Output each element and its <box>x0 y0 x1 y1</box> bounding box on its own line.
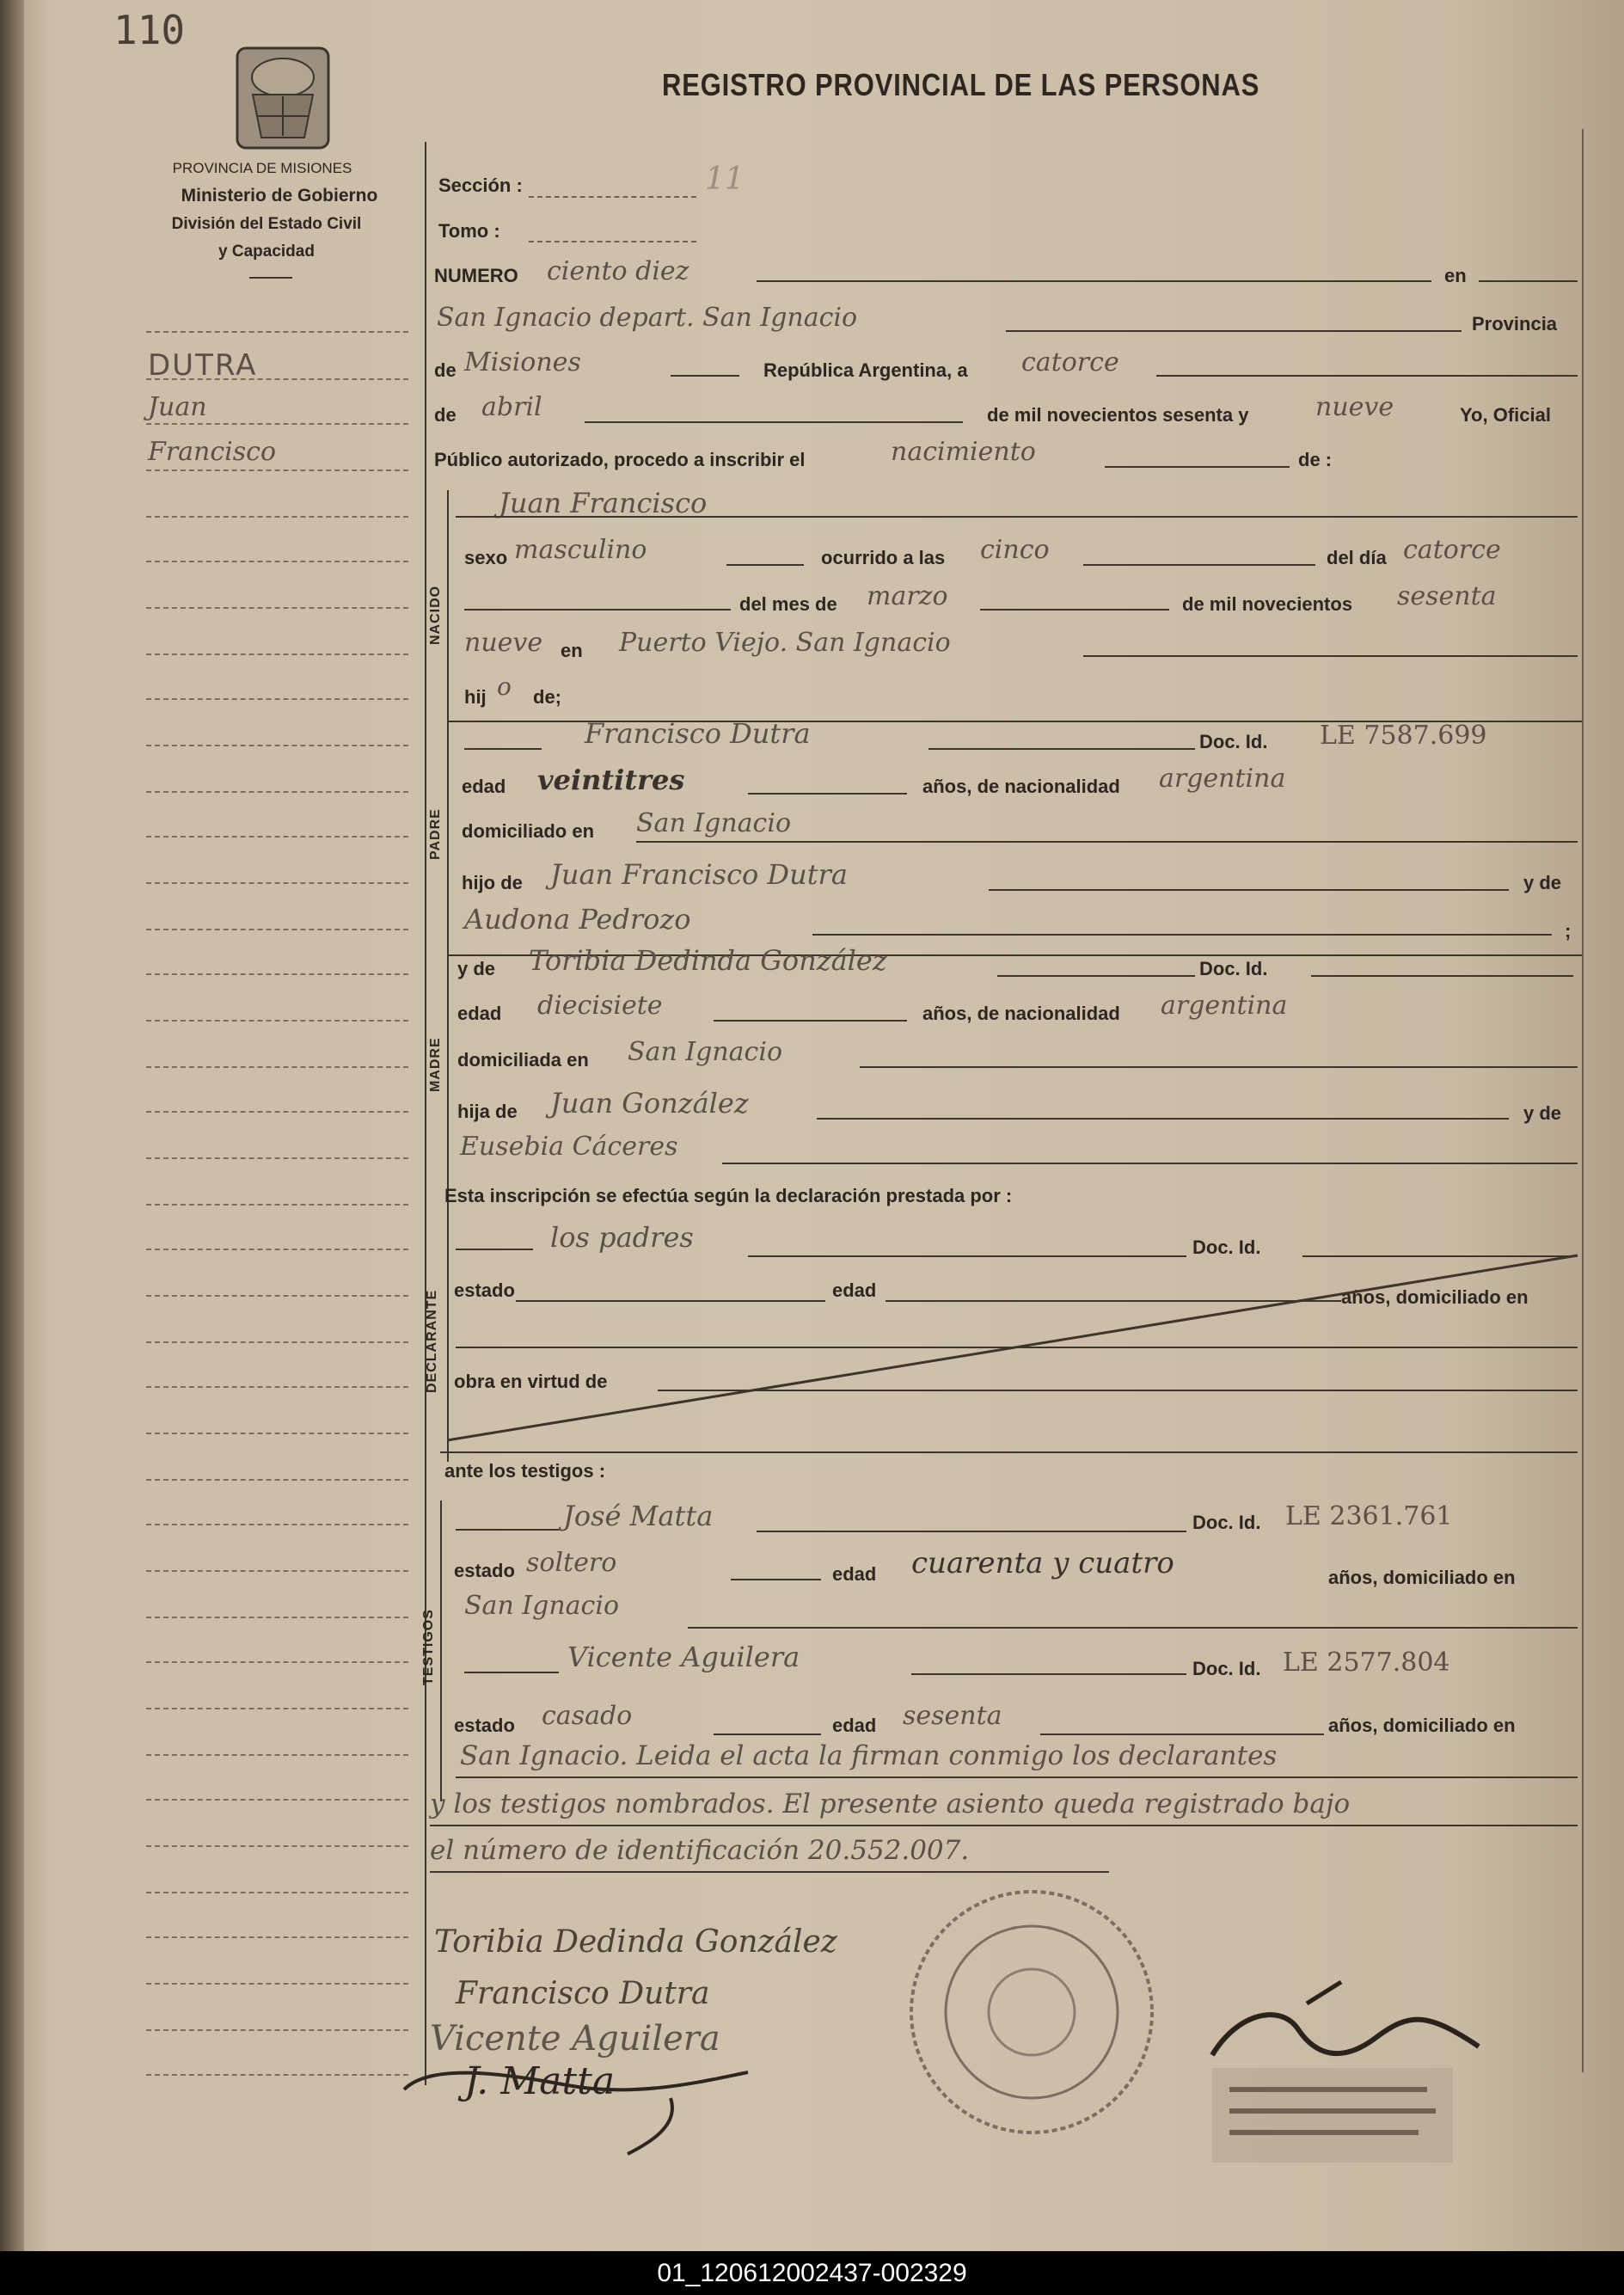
header-divider <box>249 277 292 279</box>
testigo1-edad-label: edad <box>832 1563 877 1585</box>
madre-dom-label: domiciliada en <box>457 1049 589 1071</box>
division-label: División del Estado Civil <box>171 215 362 233</box>
padre-doc-value: LE 7587.699 <box>1320 721 1487 751</box>
margin-name1: Juan <box>148 392 207 422</box>
inscripcion-label: Esta inscripción se efectúa según la declaración prestada por : <box>444 1185 1013 1206</box>
mes-value: abril <box>481 392 542 422</box>
padre-madre-value: Audona Pedrozo <box>464 903 691 936</box>
de-label: de <box>434 359 457 381</box>
madre-dom-value: San Ignacio <box>628 1037 783 1067</box>
madre-nac-value: argentina <box>1161 991 1288 1021</box>
testigo1-estado-value: soltero <box>526 1548 617 1578</box>
padre-hijo-label: hijo de <box>462 872 523 893</box>
mes-nac-value: marzo <box>867 581 948 611</box>
testigo1-anios-label: años, domiciliado en <box>1328 1567 1516 1588</box>
declarante-estado-label: estado <box>454 1279 515 1301</box>
lugar-value: San Ignacio depart. San Ignacio <box>437 303 858 333</box>
padre-edad-label: edad <box>462 776 506 797</box>
signature-padre: Francisco Dutra <box>456 1976 710 2011</box>
declarante-side-label: DECLARANTE <box>425 1289 439 1393</box>
declarante-anios-label: años, domiciliado en <box>1341 1286 1529 1308</box>
padre-hijo-value: Juan Francisco Dutra <box>550 858 848 891</box>
testigo1-edad-value: cuarenta y cuatro <box>911 1546 1174 1580</box>
obra-label: obra en virtud de <box>454 1371 608 1392</box>
testigos-label: ante los testigos : <box>444 1460 606 1482</box>
madre-edad-label: edad <box>457 1003 502 1024</box>
official-signature <box>1204 1978 1487 2081</box>
testigo2-estado-label: estado <box>454 1715 515 1736</box>
testigos-side-label: TESTIGOS <box>421 1609 436 1685</box>
semicolon-label: ; <box>1565 920 1572 942</box>
anio-nac-value: sesenta <box>1397 581 1497 611</box>
padre-side-label: PADRE <box>428 808 443 860</box>
provincia-value: Misiones <box>464 347 581 377</box>
official-stamp-text-block <box>1212 2068 1453 2163</box>
dia-value: catorce <box>1403 535 1501 565</box>
ministry-label: Ministerio de Gobierno <box>181 186 378 206</box>
padre-doc-label: Doc. Id. <box>1199 731 1268 752</box>
padre-nac-label: años, de nacionalidad <box>922 776 1120 797</box>
testigo1-doc-value: LE 2361.761 <box>1285 1501 1453 1531</box>
madre-side-label: MADRE <box>428 1037 443 1092</box>
en-nac-label: en <box>561 640 583 661</box>
sexo-value: masculino <box>514 535 647 565</box>
de2-label: de <box>434 404 457 426</box>
sexo-label: sexo <box>464 547 508 568</box>
mil-novecientos-label: de mil novecientos sesenta y <box>987 404 1249 426</box>
testigo1-dom-value: San Ignacio <box>464 1591 620 1621</box>
cierre-line2: y los testigos nombrados. El presente asiento queda registrado bajo <box>430 1789 1351 1819</box>
padre-nac-value: argentina <box>1159 764 1286 794</box>
madre-y-de2-label: y de <box>1523 1102 1562 1124</box>
testigo2-anios-label: años, domiciliado en <box>1328 1715 1516 1736</box>
declarante-doc-label: Doc. Id. <box>1192 1236 1261 1258</box>
cierre-line3: el número de identificación 20.552.007. <box>430 1835 970 1866</box>
republica-label: República Argentina, a <box>763 359 968 381</box>
testigo2-doc-label: Doc. Id. <box>1192 1658 1261 1679</box>
main-right-border <box>1582 129 1584 2072</box>
padre-nombre-value: Francisco Dutra <box>585 717 811 750</box>
padre-dom-value: San Ignacio <box>636 808 792 838</box>
testigo2-estado-value: casado <box>542 1701 633 1731</box>
numero-label: NUMERO <box>434 265 518 286</box>
madre-madre-value: Eusebia Cáceres <box>460 1132 678 1162</box>
de3-label: de : <box>1298 449 1333 470</box>
testigo2-edad-label: edad <box>832 1715 877 1736</box>
cierre-line1: San Ignacio. Leida el acta la firman conmigo los declarantes <box>460 1740 1278 1771</box>
padre-edad-value: veintitres <box>537 764 685 796</box>
coat-of-arms-icon <box>232 43 334 153</box>
strike-through-line <box>447 1251 1582 1449</box>
del-mes-label: del mes de <box>739 593 837 615</box>
signature-testigo1: J. Matta <box>464 2059 616 2103</box>
madre-edad-value: diecisiete <box>537 991 663 1021</box>
madre-nombre-value: Toribia Dedinda González <box>529 944 887 977</box>
ocurrido-label: ocurrido a las <box>821 547 946 568</box>
seccion-value: 11 <box>705 162 745 197</box>
signature-testigo2: Vicente Aguilera <box>430 2019 720 2059</box>
margin-name2: Francisco <box>148 437 277 467</box>
signature-flourish <box>395 2046 757 2158</box>
official-seal-icon <box>903 1883 1161 2141</box>
page-number: 110 <box>113 7 186 53</box>
en-label: en <box>1444 265 1467 286</box>
nacido-side-label: NACIDO <box>428 585 443 645</box>
testigo1-doc-label: Doc. Id. <box>1192 1512 1261 1533</box>
publico-label: Público autorizado, procedo a inscribir el <box>434 449 806 470</box>
de-mil-novecientos-label: de mil novecientos <box>1182 593 1353 615</box>
madre-y-de-label: y de <box>457 958 496 979</box>
lugar-nac-value: Puerto Viejo. San Ignacio <box>619 628 951 658</box>
madre-hija-value: Juan González <box>550 1087 749 1120</box>
acto-value: nacimiento <box>891 437 1036 467</box>
anio-value: nueve <box>1315 392 1394 422</box>
del-dia-label: del día <box>1327 547 1387 568</box>
dia-letra-value: catorce <box>1021 347 1119 377</box>
anio-nac2-value: nueve <box>464 628 543 658</box>
numero-value: ciento diez <box>547 256 689 286</box>
testigo1-value: José Matta <box>563 1500 714 1532</box>
signature-madre: Toribia Dedinda González <box>434 1924 837 1960</box>
madre-hija-label: hija de <box>457 1101 518 1122</box>
tomo-label: Tomo : <box>438 220 500 242</box>
madre-nac-label: años, de nacionalidad <box>922 1003 1120 1024</box>
testigos-inner-border <box>440 1500 442 1801</box>
page-title: REGISTRO PROVINCIAL DE LAS PERSONAS <box>662 67 1260 102</box>
division2-label: y Capacidad <box>218 242 315 261</box>
padre-dom-label: domiciliado en <box>462 820 595 842</box>
nombre-nacido-value: Juan Francisco <box>499 487 708 519</box>
margin-surname: DUTRA <box>148 348 258 383</box>
book-spine <box>0 0 24 2251</box>
province-label: PROVINCIA DE MISIONES <box>172 160 352 176</box>
testigo2-doc-value: LE 2577.804 <box>1283 1648 1450 1678</box>
declarante-edad-label: edad <box>832 1279 877 1301</box>
madre-doc-label: Doc. Id. <box>1199 958 1268 979</box>
provincia-label: Provincia <box>1472 313 1558 334</box>
image-code-footer: 01_120612002437-002329 <box>0 2251 1624 2295</box>
seccion-label: Sección : <box>438 175 523 196</box>
hora-value: cinco <box>980 535 1050 565</box>
hij-label: hij <box>464 686 487 708</box>
testigo2-edad-value: sesenta <box>903 1701 1002 1731</box>
de-colon-label: de; <box>533 686 561 708</box>
testigo1-estado-label: estado <box>454 1560 515 1581</box>
testigo2-value: Vicente Aguilera <box>567 1641 800 1673</box>
padre-y-de-label: y de <box>1523 872 1562 893</box>
declarante-value: los padres <box>550 1221 694 1254</box>
yo-oficial-label: Yo, Oficial <box>1460 404 1551 426</box>
hij-suffix-value: o <box>497 672 512 701</box>
main-left-border <box>425 142 426 2085</box>
